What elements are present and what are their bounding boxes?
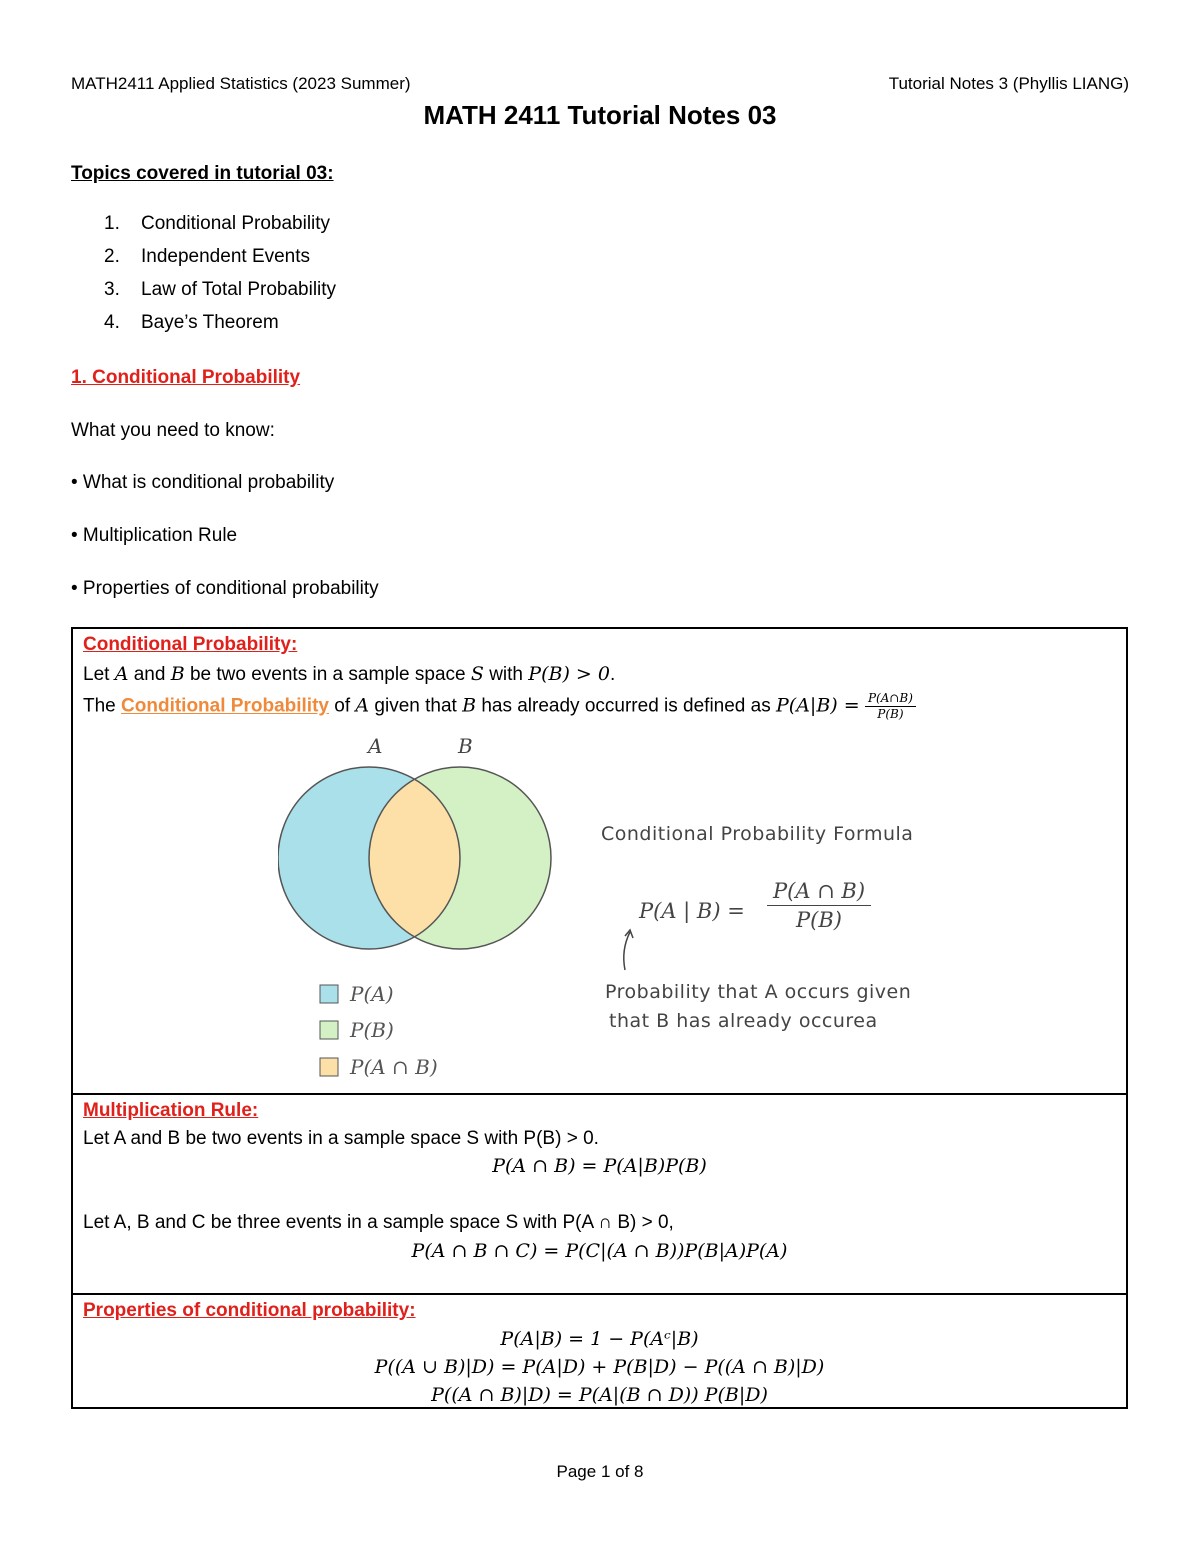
list-item: 2. Independent Events — [104, 246, 311, 267]
legend-swatch-a — [320, 985, 338, 1003]
bullet-item: • Multiplication Rule — [71, 525, 238, 546]
formula-note-line2: that B has already occurea — [609, 1010, 878, 1032]
list-item: 4. Baye’s Theorem — [104, 312, 279, 333]
box-heading: Multiplication Rule: — [83, 1100, 259, 1121]
arrow-icon — [613, 924, 643, 974]
formula-lhs: P(A | B) = — [639, 899, 745, 923]
legend-label-b: P(B) — [350, 1018, 394, 1042]
venn-diagram — [278, 729, 578, 1089]
page-title: MATH 2411 Tutorial Notes 03 — [423, 100, 777, 130]
page-number: Page 1 of 8 — [556, 1462, 644, 1481]
box-heading: Conditional Probability: — [83, 634, 298, 655]
definition-formula-line: The Conditional Probability of A given that B has already occurred is defined as P(A|B) = $\frac{P(A\cap B)}{P(B)}$ — [83, 691, 916, 722]
list-item: 3. Law of Total Probability — [104, 279, 337, 300]
rule-line-2: Let A, B and C be three events in a sample space S with P(A ∩ B) > 0, — [83, 1212, 674, 1233]
property-equation-2: P((A ∪ B)|D) = P(A|D) + P(B|D) − P((A ∩ B)|D) — [374, 1356, 825, 1378]
legend-swatch-ab — [320, 1058, 338, 1076]
properties-box — [71, 1293, 1128, 1409]
rule-equation-2: P(A ∩ B ∩ C) = P(C|(A ∩ B))P(B|A)P(A) — [411, 1240, 788, 1262]
formula-fraction: P(A ∩ B) P(B) — [767, 879, 871, 932]
section-heading: 1. Conditional Probability — [71, 367, 301, 388]
venn-label-b: B — [458, 734, 473, 758]
box-heading: Properties of conditional probability: — [83, 1300, 416, 1321]
legend-swatch-b — [320, 1021, 338, 1039]
conditional-probability-box — [71, 627, 1128, 1095]
legend-label-a: P(A) — [350, 982, 394, 1006]
formula-note-line1: Probability that A occurs given — [605, 981, 912, 1003]
venn-label-a: A — [368, 734, 383, 758]
legend-label-ab: P(A ∩ B) — [350, 1055, 438, 1079]
property-equation-1: P(A|B) = 1 − P(Aᶜ|B) — [500, 1328, 699, 1350]
definition-fraction: $\frac{P(A\cap B)}{P(B)}$ — [865, 691, 916, 722]
rule-equation-1: P(A ∩ B) = P(A|B)P(B) — [492, 1155, 707, 1177]
topics-label: Topics covered in tutorial 03: — [71, 163, 334, 184]
bullet-item: • What is conditional probability — [71, 472, 335, 493]
multiplication-rule-box — [71, 1093, 1128, 1295]
list-item: 1. Conditional Probability — [104, 213, 331, 234]
header-notes: Tutorial Notes 3 (Phyllis LIANG) — [888, 74, 1129, 93]
topic-list — [104, 213, 336, 345]
need-to-know: What you need to know: — [71, 420, 275, 441]
rule-line-1: Let A and B be two events in a sample space S with P(B) > 0. — [83, 1128, 599, 1149]
property-equation-3: P((A ∩ B)|D) = P(A|(B ∩ D)) P(B|D) — [431, 1384, 768, 1406]
header-course: MATH2411 Applied Statistics (2023 Summer) — [71, 74, 411, 93]
definition-line: Let A and B be two events in a sample space S with P(B) > 0. — [83, 663, 616, 685]
formula-title: Conditional Probability Formula — [601, 823, 914, 845]
bullet-item: • Properties of conditional probability — [71, 578, 379, 599]
